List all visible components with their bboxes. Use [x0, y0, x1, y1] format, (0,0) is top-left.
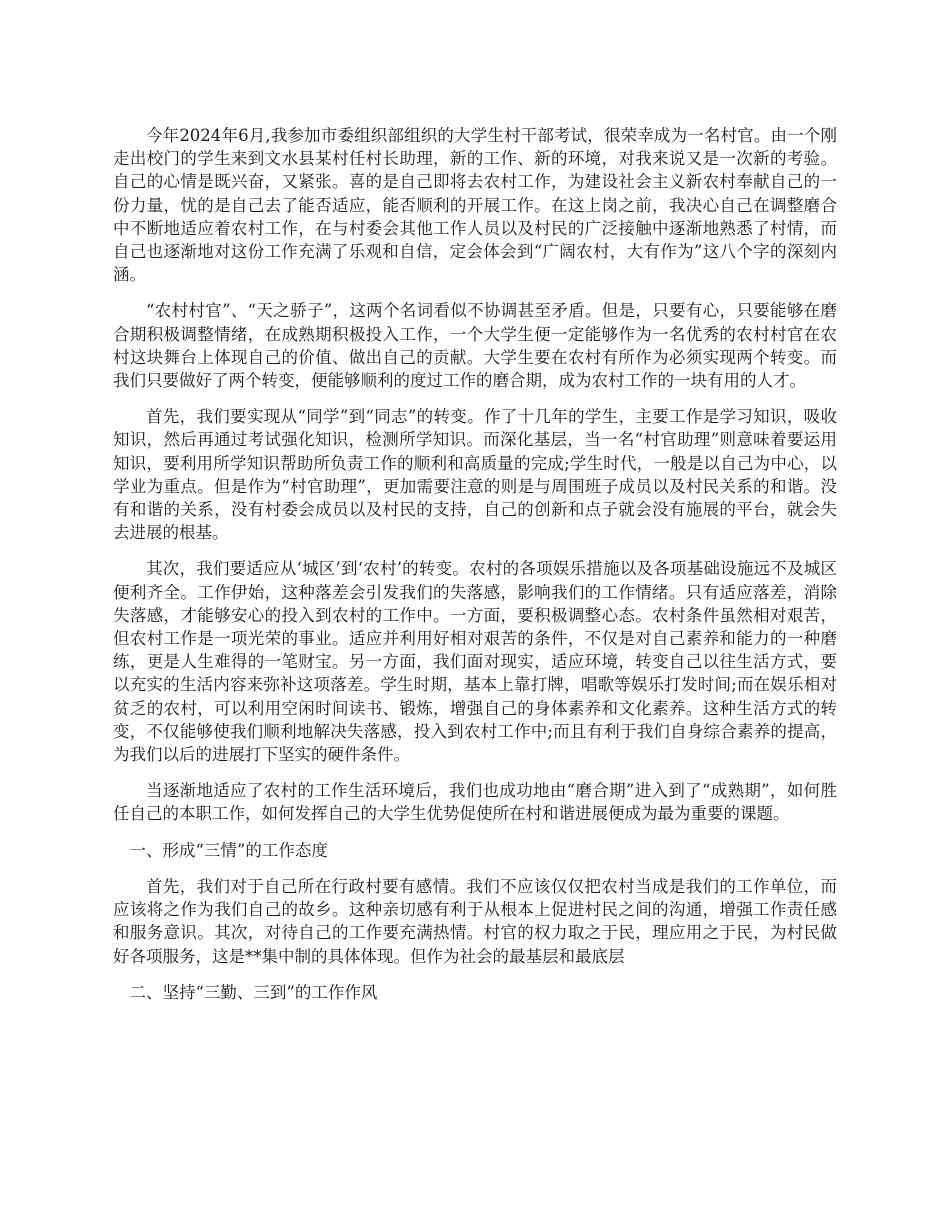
section-heading-2: 二、坚持“三勤、三到”的工作作风 — [129, 982, 378, 1002]
paragraph-3: 首先，我们要实现从“同学”到“同志”的转变。作了十几年的学生，主要工作是学习知识，吸收知识，然后再通过考试强化知识，检测所学知识。而深化基层，当一名“村官助理”则意味着要运用知识，要利用所学知识帮助所负责工作的顺利和高质量的完成;学生时代，一般是以自己为中心，以学业为重点。但是作为“村官助理”，更加需要注意的则是与周围班子成员以及村民关系的和谐。没有和谐的关系，没有村委会成员以及村民的支持，自己的创新和点子就会没有施展的平台，就会失去进展的根基。 — [113, 407, 837, 543]
paragraph-5: 当逐渐地适应了农村的工作生活环境后，我们也成功地由“磨合期”进入到了“成熟期”，如何胜任自己的本职工作，如何发挥自己的大学生优势促使所在村和谐进展便成为最为重要的课题。 — [113, 781, 837, 824]
document-body — [113, 124, 837, 1017]
paragraph-4: 其次，我们要适应从‘城区’到‘农村’的转变。农村的各项娱乐措施以及各项基础设施远不及城区便利齐全。工作伊始，这种落差会引发我们的失落感，影响我们的工作情绪。只有适应落差，消除失落感，才能够安心的投入到农村的工作中。一方面，要积极调整心态。农村条件虽然相对艰苦，但农村工作是一项光荣的事业。适应并利用好相对艰苦的条件，不仅是对自己素养和能力的一种磨练，更是人生难得的一笔财宝。另一方面，我们面对现实，适应环境，转变自己以往生活方式，要以充实的生活内容来弥补这项落差。学生时期，基本上靠打牌，唱歌等娱乐打发时间;而在娱乐相对贫乏的农村，可以利用空闲时间读书、锻炼，增强自己的身体素养和文化素养。这种生活方式的转变，不仅能够使我们顺利地解决失落感，投入到农村工作中;而且有利于我们自身综合素养的提高，为我们以后的进展打下坚实的硬件条件。 — [113, 559, 837, 765]
paragraph-1: 今年2024年6月,我参加市委组织部组织的大学生村干部考试，很荣幸成为一名村官。由一个刚走出校门的学生来到文水县某村任村长助理，新的工作、新的环境，对我来说又是一次新的考验。自己的心情是既兴奋，又紧张。喜的是自己即将去农村工作，为建设社会主义新农村奉献自己的一份力量，忧的是自己去了能否适应，能否顺利的开展工作。在这上岗之前，我决心自己在调整磨合中不断地适应着农村工作，在与村委会其他工作人员以及村民的广泛接触中逐渐地熟悉了村情，而自己也逐渐地对这份工作充满了乐观和自信，定会体会到“广阔农村，大有作为”这八个字的深刻内涵。 — [113, 126, 837, 285]
section-heading-1: 一、形成“三情”的工作态度 — [129, 840, 328, 860]
paragraph-6: 首先，我们对于自己所在行政村要有感情。我们不应该仅仅把农村当成是我们的工作单位，而应该将之作为我们自己的故乡。这种亲切感有利于从根本上促进村民之间的沟通，增强工作责任感和服务意识。其次，对待自己的工作要充满热情。村官的权力取之于民，理应用之于民，为村民做好各项服务，这是**集中制的具体体现。但作为社会的最基层和最底层 — [113, 876, 837, 966]
paragraph-2: “农村村官”、“天之骄子”，这两个名词看似不协调甚至矛盾。但是，只要有心，只要能够在磨合期积极调整情绪，在成熟期积极投入工作，一个大学生便一定能够作为一名优秀的农村村官在农村这块舞台上体现自己的价值、做出自己的贡献。大学生要在农村有所作为必须实现两个转变。而我们只要做好了两个转变，便能够顺利的度过工作的磨合期，成为农村工作的一块有用的人才。 — [113, 301, 837, 391]
